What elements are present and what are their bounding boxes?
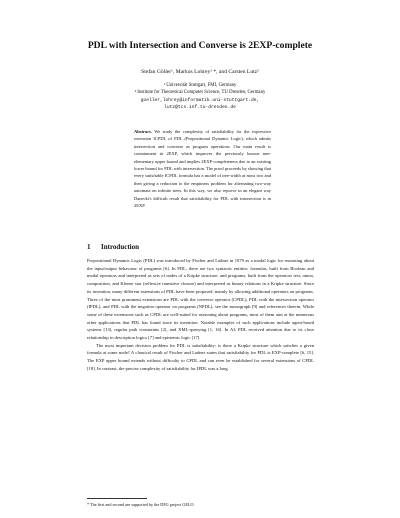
section-heading [87,243,139,251]
abstract [134,128,271,209]
email-line-1: goeller,lohrey@informatik.uni-stuttgart.de, [140,97,260,103]
footnote-divider [87,498,147,499]
section-number: 1 [87,243,91,251]
paper-title: PDL with Intersection and Converse is 2EXP-complete [87,40,313,51]
section-title: Introduction [101,243,139,251]
email-line-2: lutz@tcs.inf.tu-dresden.de [164,104,236,110]
abstract-text: We study the complexity of satisfiability for the expressive extension ICPDL of PDL (Propositional Dynamic Logic), which admits intersection and converse as program operations. Our main result is containment in 2EXP, which improves the previously known non-elementary upper bound and implies 2EXP-completeness due to an existing lower bound for PDL with intersection. The proof proceeds by showing that every satisfiable ICPDL formula has a model of tree-width at most two and then giving a reduction to the emptiness problem for alternating two-way automata on infinite trees. In this way, we also reprove in an elegant way Danecki's difficult result that satisfiability for PDL with intersection is in 2EXP. [134,129,271,209]
affiliation-1: ¹ Universität Stuttgart, FMI, Germany [163,83,237,88]
intro-paragraph-2: The most important decision problem for PDL is satisfiability: is there a Kripke structure which satisfies a given formula at some node? A classical result of Fischer and Ladner states that satisfiability for PDL is EXP-complete [6, 15]. The EXP upper bound extends without difficulty to CPDL and can even be established for several extensions of CPDL [18]. In contrast, the precise complexity of satisfiability for IPDL was a long [87,342,314,371]
intro-paragraph-1: Propositional Dynamic Logic (PDL) was introduced by Fischer and Ladner in 1979 as a modal logic for reasoning about the input/output behaviour of programs [6]. In PDL, there are two syntactic entities: formulas, built from Boolean and modal operators and interpreted as sets of nodes of a Kripke structure, and programs, built from the operators test, union, composition, and Kleene star (reflexive transitive closure) and interpreted as binary relations in a Kripke structure. Since its invention, many different extensions of PDL have been proposed, mainly by allowing additional operators on programs. Three of the most prominent extensions are PDL with the converse operator (CPDL), PDL with the intersection operator (IPDL), and PDL with the negation operator on programs (NPDL), see the monograph [9] and references therein. While some of these extensions such as CPDL are well-suited for reasoning about programs, most of them aim at the numerous other applications that PDL has found since its invention. Notable examples of such applications include agent-based systems [13], regular path constraints [2], and XML-querying [1, 16]. In AI, PDL received attention due to its close relationship to description logics [7] and epistemic logic [17]. [87,258,314,341]
footnote: * The first and second are supported by the DFG project GELO. [87,502,195,507]
affiliations [0,82,400,111]
author-list: Stefan Göller¹, Markus Lohrey¹ *, and Carsten Lutz² [141,69,259,75]
introduction-body [87,257,314,373]
abstract-label: Abstract. [134,129,152,134]
affiliation-2: ² Institute for Theoretical Computer Science, TU Dresden, Germany [134,90,266,96]
